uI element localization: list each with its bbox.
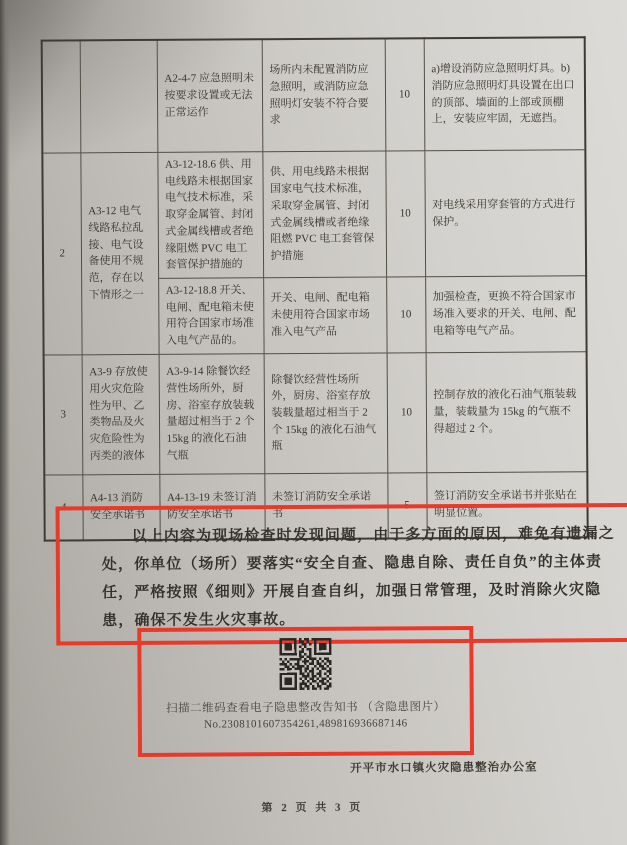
action-cell: 签订消防安全承诺书并张贴在明显位置。 [426,472,587,538]
table-row [42,150,586,279]
finding-cell: 开关、电闸、配电箱未使用符合国家市场准入电气产品 [263,277,386,354]
item-code-cell: A4-13-19 未签订消防安全承诺书 [159,474,264,540]
score-cell: 10 [385,151,425,277]
item-code-cell: A3-12-18.8 开关、电闸、配电箱未使用符合国家市场准入电气产品的。 [158,278,263,355]
page-indicator: 第 2 页 共 3 页 [261,801,364,815]
table-row [44,352,588,475]
item-code-cell: A3-12-18.6 供、用电线路未根据国家电气技术标准，采取穿金属管、封闭式金属线槽或者绝缘阻燃 PVC 电工套管保护措施的 [157,152,263,279]
notice-text: 以上内容为现场检查时发现问题，由于多方面的原因，难免有遗漏之处，你单位（场所）要落实“安全自查、隐患自除、责任自负”的主体责任，严格按照《细则》开展自查自纠，加强日常管理，及时消除火灾隐患，确保不发生火灾事故。 [101,526,615,630]
action-cell: a)增设消防应急照明灯具。b)消防应急照明灯具设置在出口的顶部、墙面的上部或顶棚上，安装应牢固，无遮挡。 [424,37,586,150]
qr-serial-number: No.2308101607354261,489816936687146 [204,717,408,731]
finding-cell: 场所内未配置消防应急照明，或消防应急照明灯安装不符合要求 [262,38,386,151]
action-cell: 对电线采用穿套管的方式进行保护。 [424,150,586,277]
finding-cell: 未签订消防安全承诺书 [264,473,387,539]
action-cell: 加强检查，更换不符合国家市场准入要求的开关、电闸、配电箱等电气产品。 [425,276,586,353]
row-number-cell: 2 [42,153,81,355]
item-code-cell: A3-9-14 除餐饮经营性场所外，厨房、浴室存放装载量超过相当于 2 个 15kg 的液化石油气瓶 [159,354,265,475]
score-cell: 10 [385,38,425,151]
qr-caption: 扫描二维码查看电子隐患整改告知书 （含隐患图片） [166,701,446,715]
qr-red-box [137,626,474,757]
table-row [42,37,586,153]
score-cell: 10 [387,353,427,473]
category-cell: A3-12 电气线路私拉乱接、电气设备使用不规范，存在以下情形之一 [80,152,158,354]
row-number-cell: 3 [44,355,83,475]
score-cell: 5 [387,473,426,539]
inspection-table [41,36,589,541]
category-cell [80,40,158,153]
category-cell: A3-9 存放使用火灾危险性为甲、乙类物品及火灾危险性为丙类的液体 [82,354,160,474]
row-number-cell: 4 [44,475,82,541]
action-cell: 控制存放的液化石油气瓶装载量，装载量为 15kg 的气瓶不得超过 2 个。 [426,352,588,473]
finding-cell: 除餐饮经营性场所外，厨房、浴室存放装载量超过相当于 2 个 15kg 的液化石油气瓶 [264,353,388,474]
qr-code [279,638,331,690]
finding-cell: 供、用电线路未根据国家电气技术标准，采取穿金属管、封闭式金属线槽或者绝缘阻燃 PVC 电工套管保护措施 [262,151,386,278]
item-code-cell: A2-4-7 应急照明未按要求设置或无法正常运作 [157,39,263,152]
score-cell: 10 [386,277,425,353]
footer-office-name: 开平市水口镇火灾隐患整治办公室 [350,761,538,775]
notice-red-box [56,503,627,646]
category-cell: A4-13 消防安全承诺书 [82,474,159,540]
row-number-cell [42,40,81,153]
